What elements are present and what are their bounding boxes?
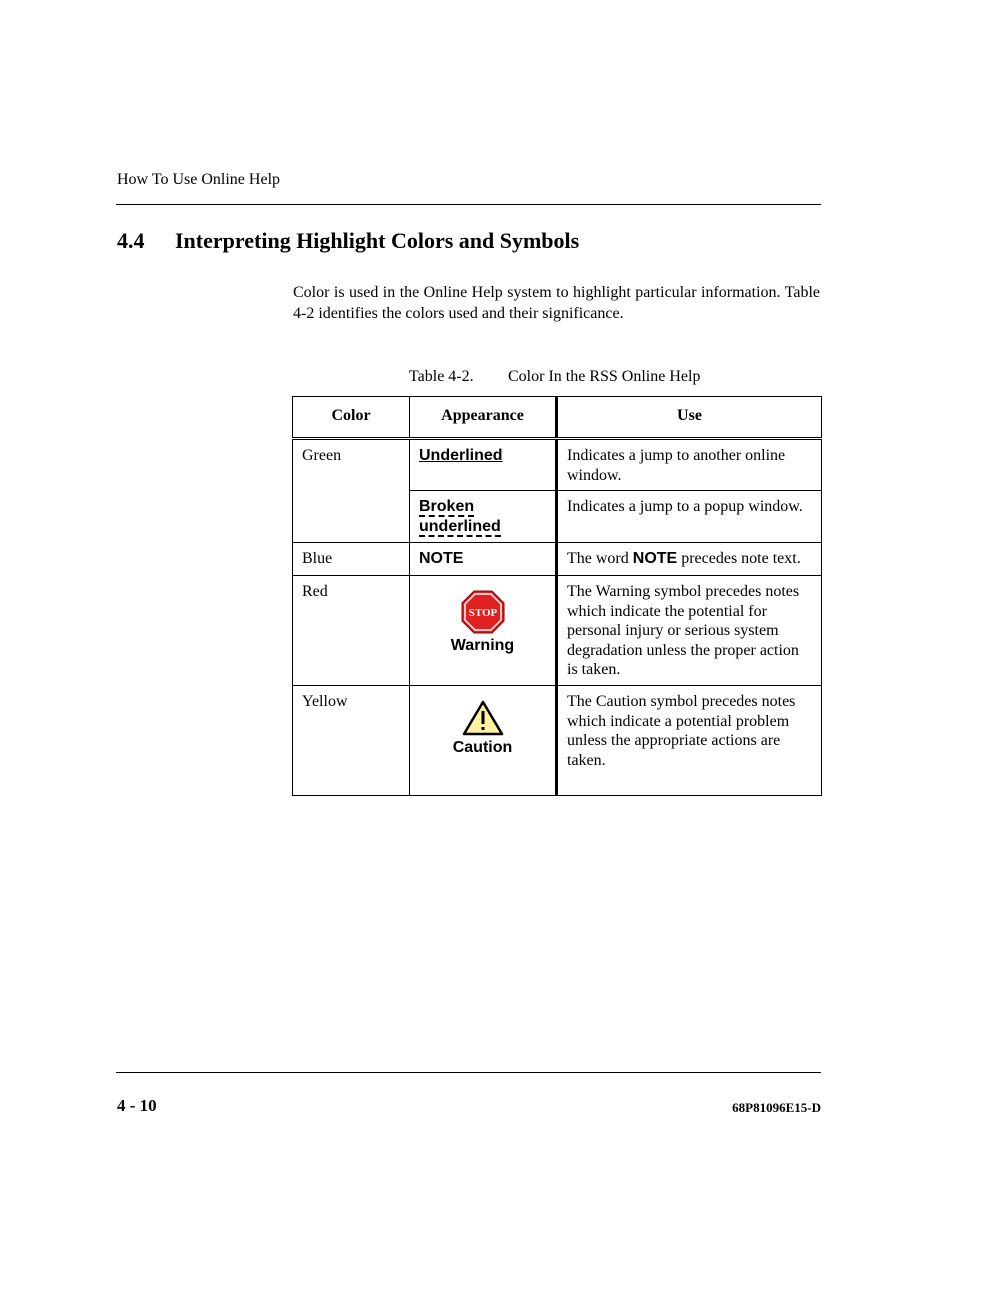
table-row — [293, 439, 822, 491]
cell-color-green: Green — [293, 439, 410, 543]
cell-color-yellow: Yellow — [293, 686, 410, 796]
table-caption — [409, 368, 700, 386]
cell-color-red: Red — [293, 576, 410, 686]
header-appearance: Appearance — [410, 397, 557, 439]
cell-appearance-broken — [410, 491, 557, 543]
section-number: 4.4 — [117, 228, 145, 253]
section-title: Interpreting Highlight Colors and Symbols — [175, 228, 580, 253]
footer-rule — [116, 1072, 821, 1073]
table-caption-number: Table 4-2. — [409, 368, 474, 385]
cell-color-blue: Blue — [293, 543, 410, 576]
note-sample: NOTE — [419, 550, 464, 567]
cell-appearance-note — [410, 543, 557, 576]
document-id: 68P81096E15-D — [732, 1100, 821, 1115]
note-use-suffix: precedes note text. — [677, 550, 801, 567]
underlined-sample: Underlined — [419, 447, 503, 464]
cell-appearance-warning — [410, 576, 557, 686]
note-use-prefix: The word — [567, 550, 633, 567]
header-use: Use — [557, 397, 822, 439]
table-header-row — [293, 397, 822, 439]
warning-label: Warning — [450, 637, 515, 654]
cell-use-caution: The Caution symbol precedes notes which indicate a potential problem unless the appropriate actions are taken. — [557, 686, 822, 796]
cell-use-broken: Indicates a jump to a popup window. — [557, 491, 822, 543]
caution-triangle-icon — [462, 700, 504, 736]
table-caption-title: Color In the RSS Online Help — [508, 368, 701, 385]
cell-appearance-caution — [410, 686, 557, 796]
header-rule — [116, 204, 821, 205]
broken-underlined-sample-2: underlined — [419, 518, 501, 535]
cell-use-note — [557, 543, 822, 576]
intro-paragraph: Color is used in the Online Help system to highlight particular information. Table 4-2 identifies the colors used and their significance. — [293, 284, 820, 322]
caution-label: Caution — [452, 739, 513, 756]
cell-use-underlined: Indicates a jump to another online window. — [557, 439, 822, 491]
note-use-bold: NOTE — [632, 550, 678, 567]
running-header: How To Use Online Help — [117, 171, 281, 188]
table-row — [293, 576, 822, 686]
broken-underlined-sample-1: Broken — [419, 498, 475, 515]
stop-sign-icon — [461, 590, 505, 634]
table-row — [293, 543, 822, 576]
color-table — [292, 396, 822, 796]
table-row — [293, 686, 822, 796]
stop-sign-text: STOP — [468, 607, 497, 619]
cell-appearance-underlined — [410, 439, 557, 491]
section-heading — [117, 228, 579, 254]
cell-use-warning: The Warning symbol precedes notes which indicate the potential for personal injury or serious system degradation unless the proper action is taken. — [557, 576, 822, 686]
page-number: 4 - 10 — [117, 1096, 157, 1115]
header-color: Color — [293, 397, 410, 439]
